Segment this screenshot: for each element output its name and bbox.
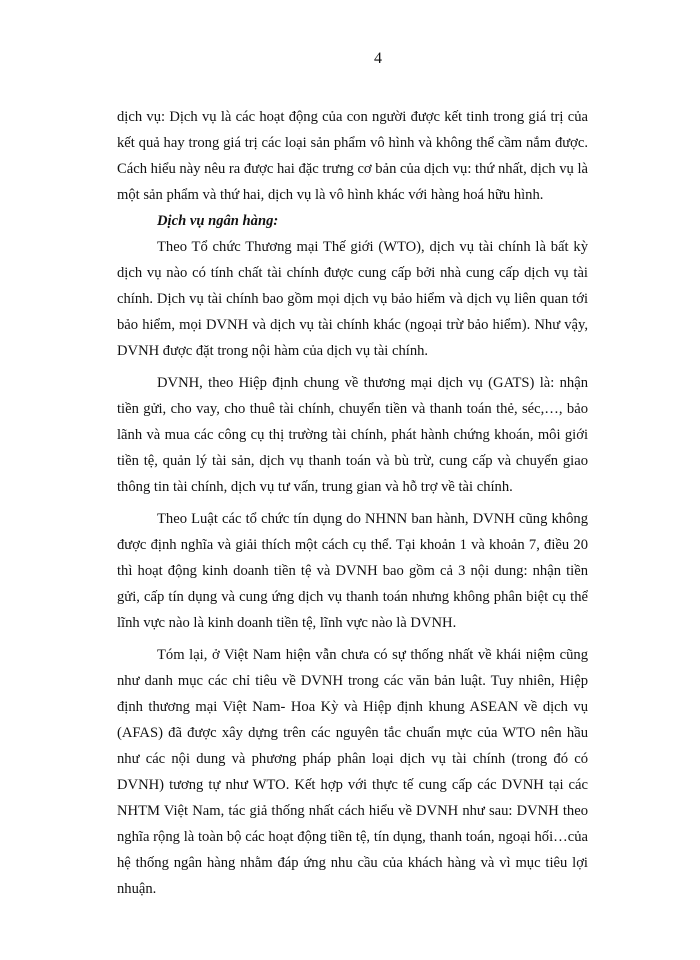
section-heading-banking-services: Dịch vụ ngân hàng: bbox=[157, 213, 279, 229]
body-text bbox=[117, 104, 588, 902]
paragraph-conclusion: Tóm lại, ở Việt Nam hiện vẫn chưa có sự thống nhất về khái niệm cũng như danh mục các chỉ tiêu về DVNH trong các văn bản luật. Tuy nhiên, Hiệp định thương mại Việt Nam- Hoa Kỳ và Hiệp định khung ASEAN về dịch vụ (AFAS) đã được xây dựng trên các nguyên tắc chuẩn mực của WTO nên hầu như các nội dung và phương pháp phân loại dịch vụ tài chính (trong đó có DVNH) tương tự như WTO. Kết hợp với thực tế cung cấp các DVNH tại các NHTM Việt Nam, tác giả thống nhất cách hiểu về DVNH như sau: DVNH theo nghĩa rộng là toàn bộ các hoạt động tiền tệ, tín dụng, thanh toán, ngoại hối…của hệ thống ngân hàng nhằm đáp ứng nhu cầu của khách hàng và vì mục tiêu lợi nhuận. bbox=[117, 647, 588, 897]
paragraph-service-definition: dịch vụ: Dịch vụ là các hoạt động của con người được kết tinh trong giá trị của kết quả hay trong giá trị các loại sản phẩm vô hình và không thể cầm nắm được. Cách hiểu này nêu ra được hai đặc trưng cơ bản của dịch vụ: thứ nhất, dịch vụ là một sản phẩm và thứ hai, dịch vụ là vô hình khác với hàng hoá hữu hình. bbox=[117, 109, 588, 203]
paragraph-wto-definition: Theo Tổ chức Thương mại Thế giới (WTO), dịch vụ tài chính là bất kỳ dịch vụ nào có tính chất tài chính được cung cấp bởi nhà cung cấp dịch vụ tài chính. Dịch vụ tài chính bao gồm mọi dịch vụ bảo hiểm và dịch vụ liên quan tới bảo hiểm, mọi DVNH và dịch vụ tài chính khác (ngoại trừ bảo hiểm). Như vậy, DVNH được đặt trong nội hàm của dịch vụ tài chính. bbox=[117, 239, 588, 359]
page-number: 4 bbox=[374, 50, 382, 67]
paragraph-gats-definition: DVNH, theo Hiệp định chung về thương mại dịch vụ (GATS) là: nhận tiền gửi, cho vay, cho thuê tài chính, chuyển tiền và thanh toán thẻ, séc,…, bảo lãnh và mua các công cụ thị trường tài chính, phát hành chứng khoán, môi giới tiền tệ, quản lý tài sản, dịch vụ thanh toán và bù trừ, cung cấp và chuyển giao thông tin tài chính, dịch vụ tư vấn, trung gian và hỗ trợ về tài chính. bbox=[117, 375, 588, 495]
paragraph-credit-institutions-law: Theo Luật các tổ chức tín dụng do NHNN ban hành, DVNH cũng không được định nghĩa và giải thích một cách cụ thể. Tại khoản 1 và khoản 7, điều 20 thì hoạt động kinh doanh tiền tệ và DVNH bao gồm cả 3 nội dung: nhận tiền gửi, cấp tín dụng và cung ứng dịch vụ thanh toán nhưng không phân biệt cụ thể lĩnh vực nào là kinh doanh tiền tệ, lĩnh vực nào là DVNH. bbox=[117, 511, 588, 631]
